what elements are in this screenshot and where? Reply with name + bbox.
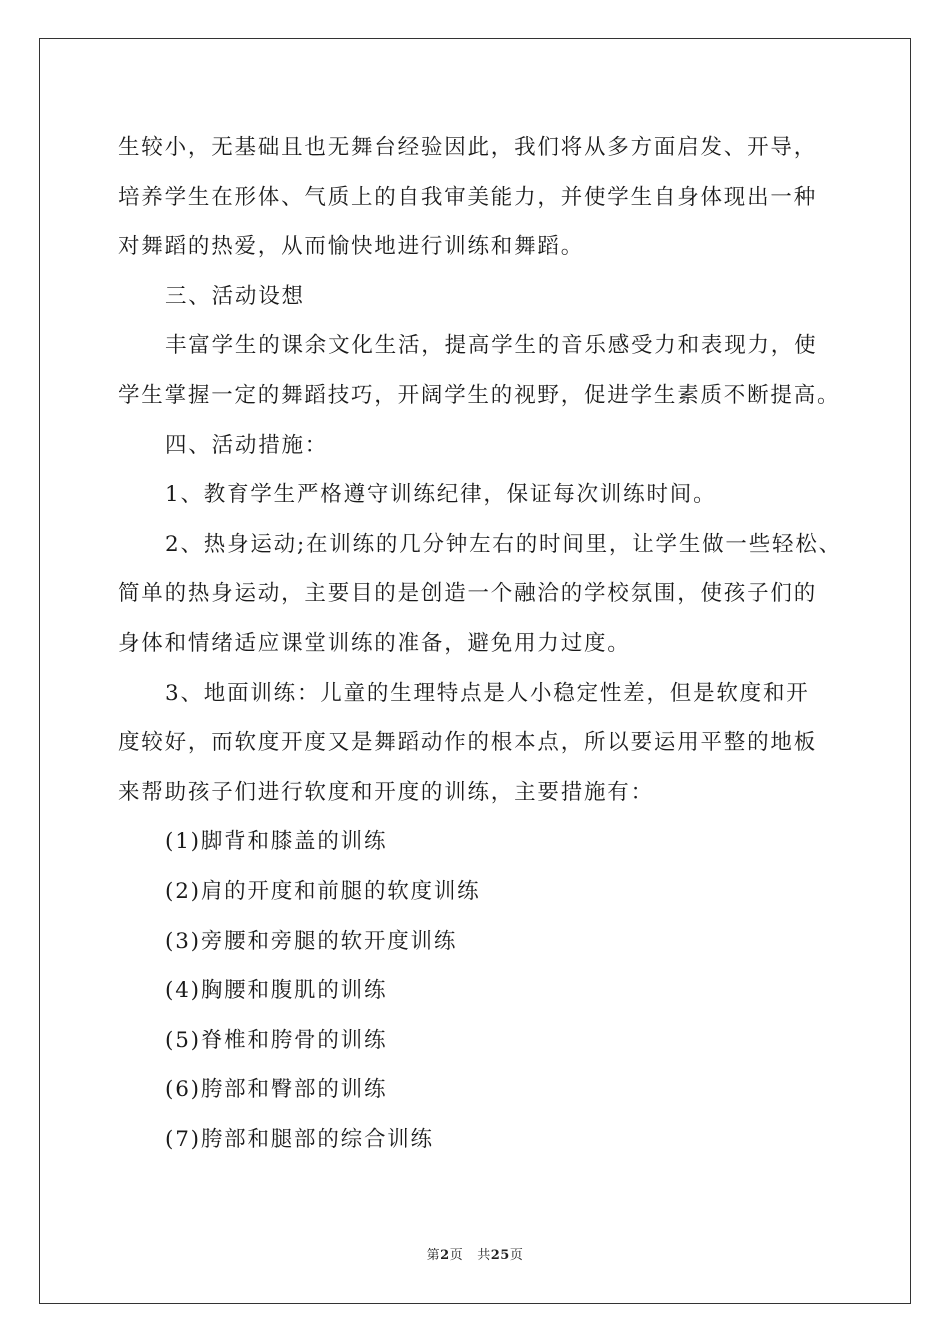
body-line: 对舞蹈的热爱，从而愉快地进行训练和舞蹈。 [118, 234, 585, 260]
body-line: 来帮助孩子们进行软度和开度的训练，主要措施有： [118, 779, 654, 805]
body-line: 培养学生在形体、气质上的自我审美能力，并使学生自身体现出一种 [118, 184, 818, 210]
page-prefix: 第 [426, 1248, 441, 1263]
body-line: 学生掌握一定的舞蹈技巧，开阔学生的视野，促进学生素质不断提高。 [118, 382, 841, 408]
list-item: (2)肩的开度和前腿的软度训练 [165, 878, 481, 904]
list-item: (6)胯部和臀部的训练 [165, 1077, 388, 1103]
body-line: 丰富学生的课余文化生活，提高学生的音乐感受力和表现力，使 [165, 333, 818, 359]
list-item: (7)胯部和腿部的综合训练 [165, 1126, 434, 1152]
body-line: 1、教育学生严格遵守训练纪律，保证每次训练时间。 [165, 482, 717, 508]
body-line: 生较小，无基础且也无舞台经验因此，我们将从多方面启发、开导， [118, 135, 818, 160]
body-line: 3、地面训练：儿童的生理特点是人小稳定性差，但是软度和开 [165, 680, 810, 706]
page-suffix: 页 [449, 1248, 464, 1263]
list-item: (3)旁腰和旁腿的软开度训练 [165, 928, 458, 954]
section-heading: 三、活动设想 [165, 283, 305, 309]
section-heading: 四、活动措施： [165, 432, 329, 458]
total-suffix: 页 [509, 1248, 524, 1263]
page-footer [0, 1244, 950, 1263]
page-number: 2 [440, 1248, 450, 1263]
body-line: 2、热身运动;在训练的几分钟左右的时间里，让学生做一些轻松、 [165, 531, 842, 557]
list-item: (1)脚背和膝盖的训练 [165, 829, 388, 855]
total-pages: 25 [490, 1248, 510, 1263]
document-body [118, 128, 842, 1169]
body-line: 简单的热身运动，主要目的是创造一个融洽的学校氛围，使孩子们的 [118, 581, 818, 607]
list-item: (5)脊椎和胯骨的训练 [165, 1027, 388, 1053]
body-line: 度较好，而软度开度又是舞蹈动作的根本点，所以要运用平整的地板 [118, 730, 818, 756]
list-item: (4)胸腰和腹肌的训练 [165, 978, 388, 1004]
total-prefix: 共 [477, 1248, 491, 1263]
body-line: 身体和情绪适应课堂训练的准备，避免用力过度。 [118, 630, 631, 656]
